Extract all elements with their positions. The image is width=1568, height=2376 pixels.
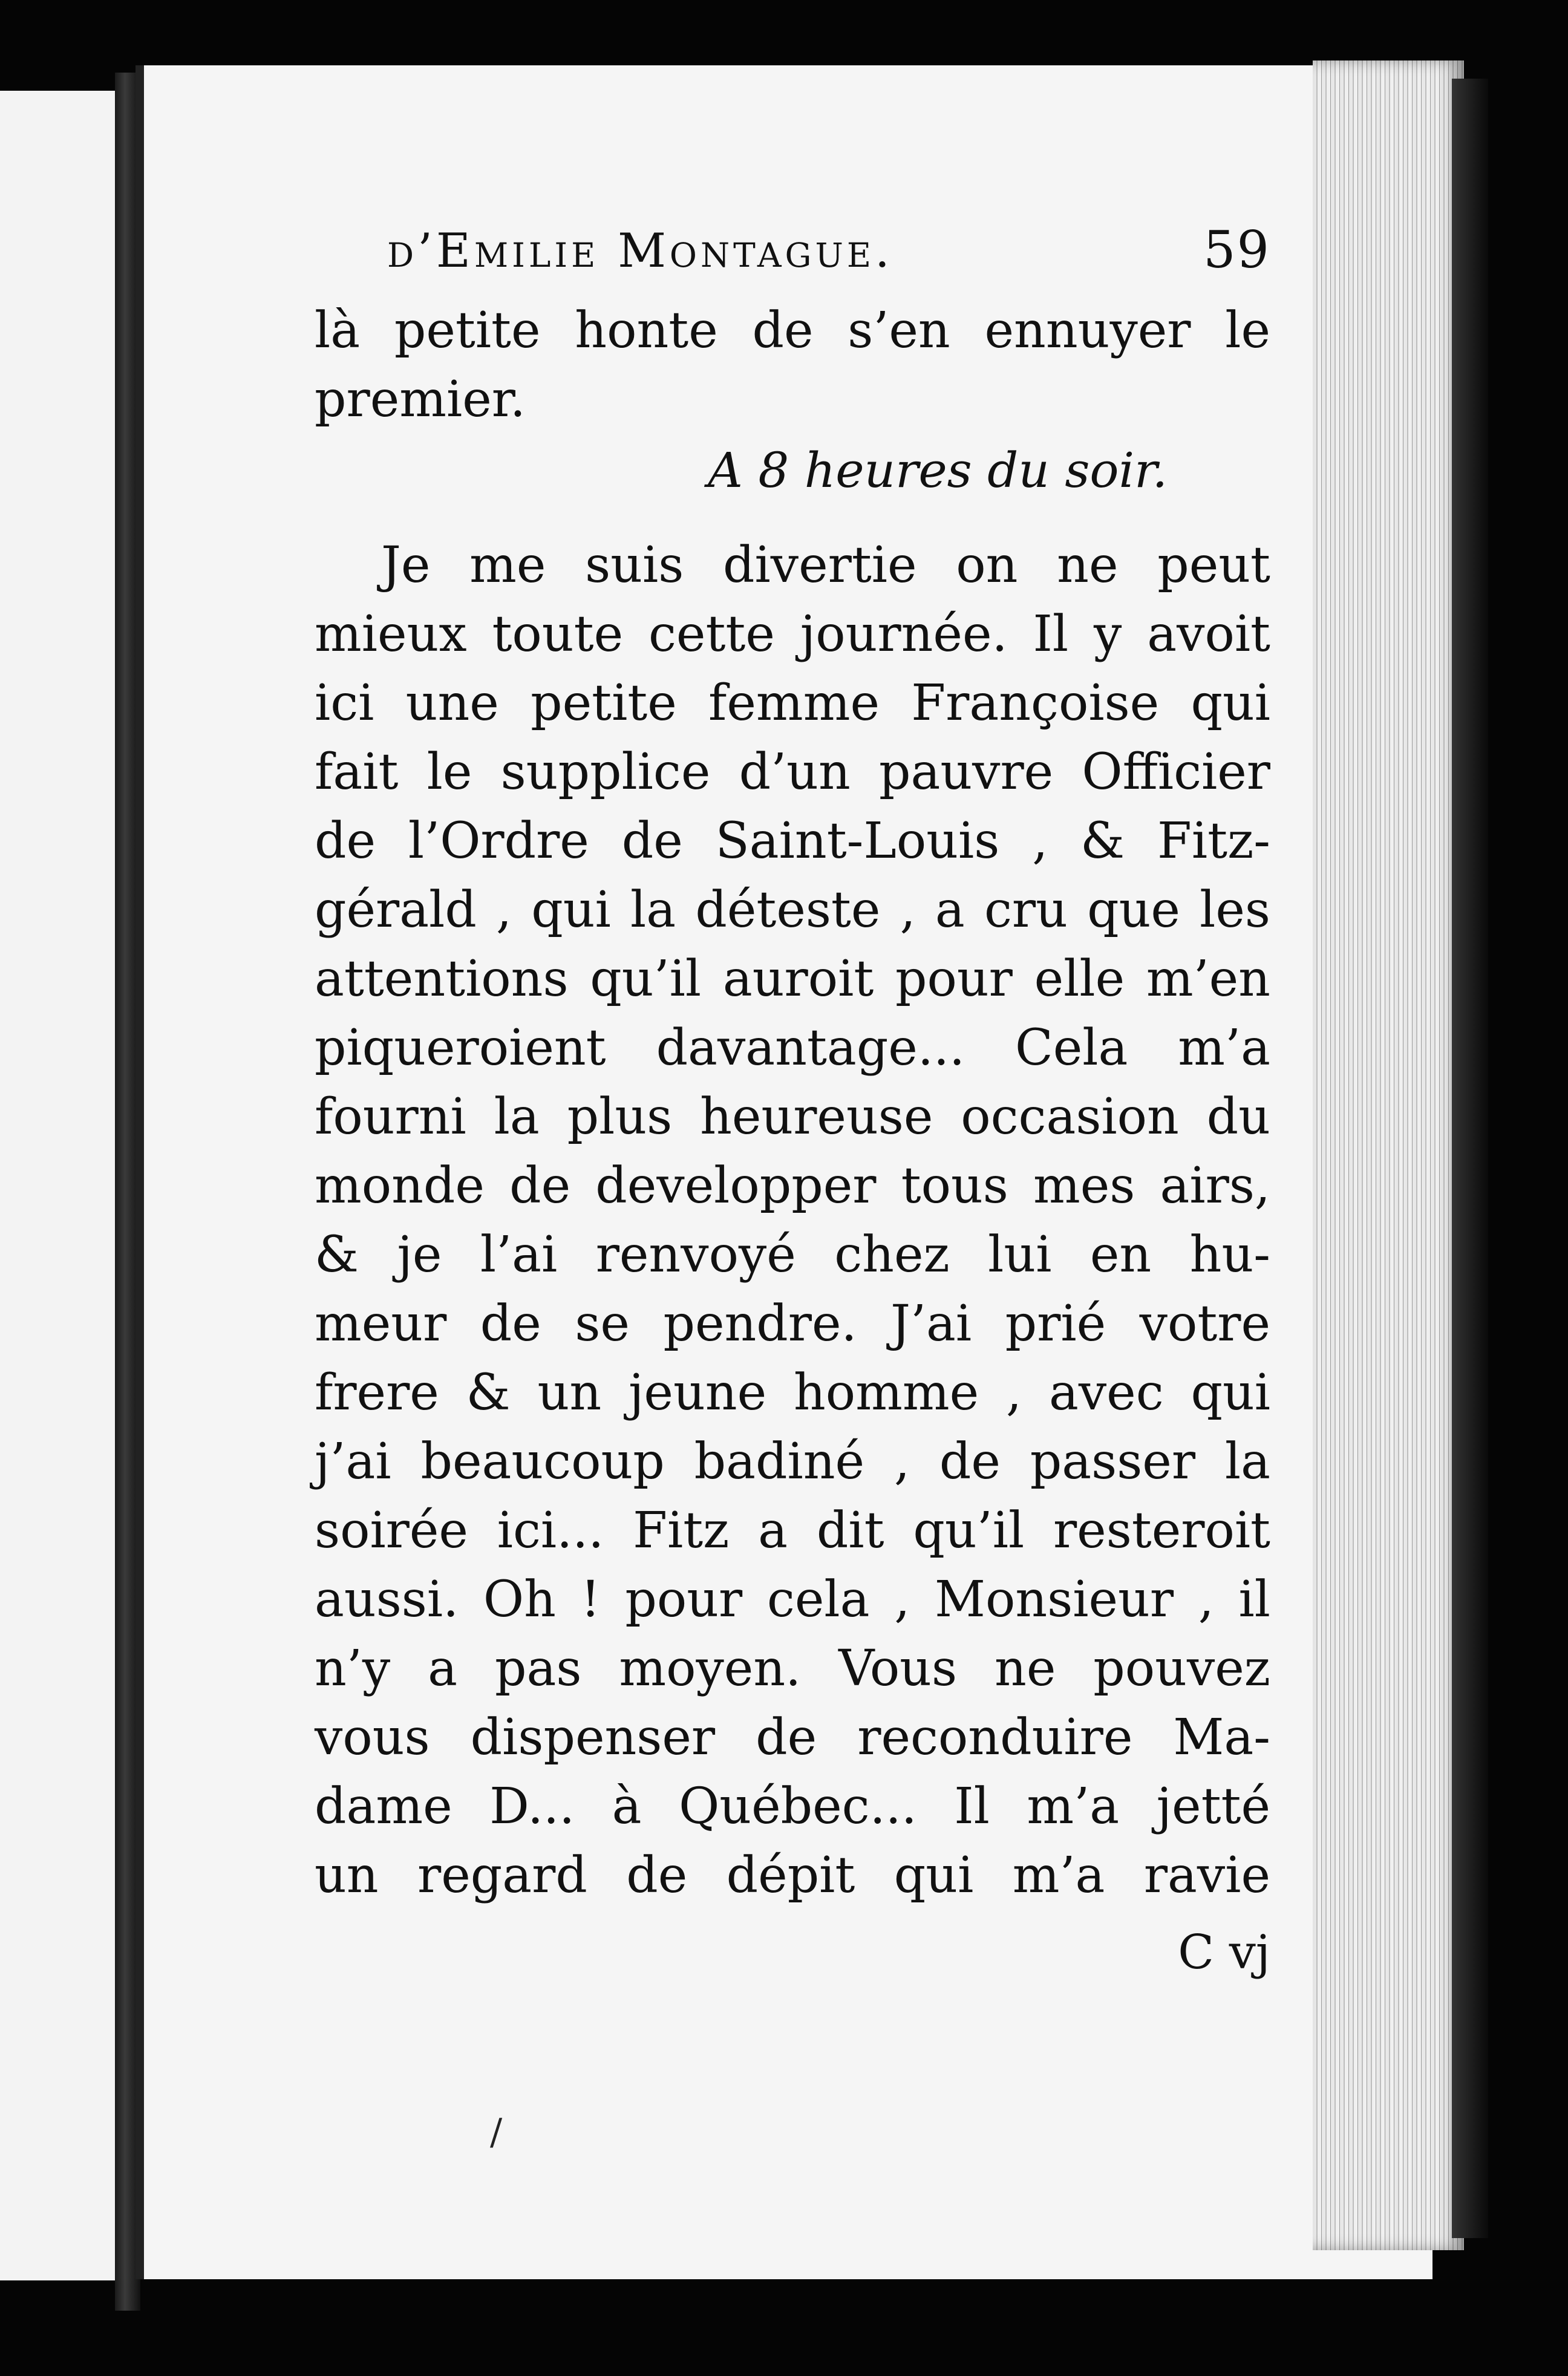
page-text-block — [315, 220, 1270, 1989]
page-number: 59 — [1203, 220, 1270, 279]
text-line: Je me suis divertie on ne peut — [381, 537, 1270, 594]
text-line: vous dispenser de reconduire Ma- — [315, 1709, 1270, 1766]
text-line: piqueroient davantage... Cela m’a — [315, 1019, 1270, 1077]
text-line: là petite honte de s’en ennuyer le — [315, 302, 1270, 359]
text-line: meur de se pendre. J’ai prié votre — [315, 1295, 1270, 1353]
text-line: gérald , qui la déteste , a cru que les — [315, 881, 1270, 939]
text-line: aussi. Oh ! pour cela , Monsieur , il — [315, 1571, 1270, 1628]
text-line: fait le supplice d’un pauvre Officier — [315, 743, 1270, 801]
facing-page-edge — [0, 91, 121, 2280]
text-line: mieux toute cette journée. Il y avoit — [315, 605, 1270, 663]
running-head — [315, 220, 1270, 296]
text-line: un regard de dépit qui m’a ravie — [315, 1847, 1270, 1904]
stray-mark: / — [490, 2111, 503, 2153]
text-line: dame D... à Québec... Il m’a jetté — [315, 1778, 1270, 1835]
text-line: monde de developper tous mes airs, — [315, 1157, 1270, 1215]
text-line: j’ai beaucoup badiné , de passer la — [315, 1433, 1270, 1490]
text-line: fourni la plus heureuse occasion du — [315, 1088, 1270, 1146]
paragraph-gap — [315, 507, 1270, 531]
running-head-title: d’Emilie Montague. — [387, 224, 893, 278]
text-line: ici une petite femme Françoise qui — [315, 674, 1270, 732]
text-line: n’y a pas moyen. Vous ne pouvez — [315, 1640, 1270, 1697]
text-line: soirée ici... Fitz a dit qu’il resteroit — [315, 1502, 1270, 1559]
page-edges — [1313, 60, 1464, 2250]
text-line: de l’Ordre de Saint-Louis , & Fitz- — [315, 812, 1270, 870]
text-line: & je l’ai renvoyé chez lui en hu- — [315, 1226, 1270, 1284]
text-line: frere & un jeune homme , avec qui — [315, 1364, 1270, 1421]
dateline: A 8 heures du soir. — [708, 442, 1168, 498]
signature-mark: C vj — [1178, 1925, 1270, 1980]
text-line: premier. — [315, 371, 526, 428]
text-line: attentions qu’il auroit pour elle m’en — [315, 950, 1270, 1008]
page-edge-shadow — [1452, 79, 1488, 2238]
